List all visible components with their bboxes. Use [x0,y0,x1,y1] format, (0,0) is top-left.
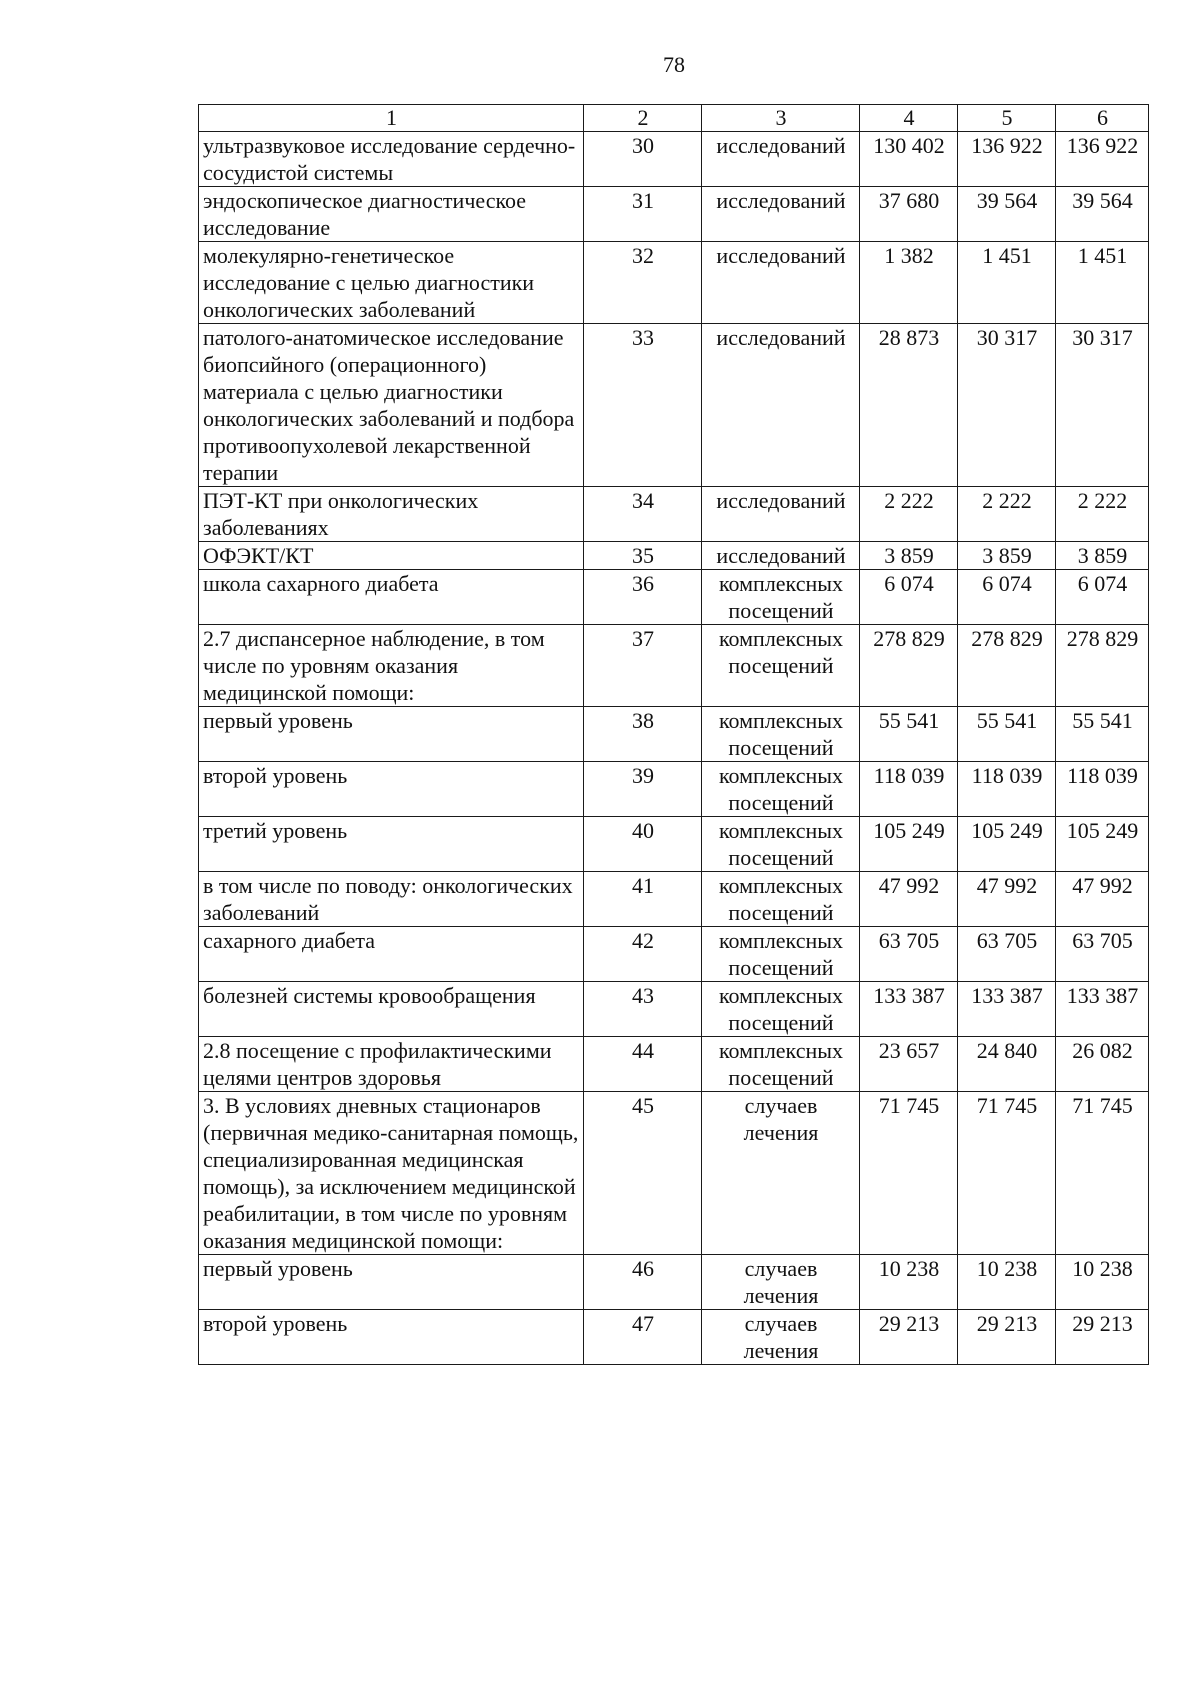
row-value-6: 6 074 [1056,570,1149,625]
row-code: 35 [584,542,702,570]
table-row [199,487,1149,542]
row-code: 46 [584,1255,702,1310]
column-header: 1 [199,105,584,132]
row-code: 47 [584,1310,702,1365]
row-code: 32 [584,242,702,324]
row-value-5: 47 992 [958,872,1056,927]
row-code: 36 [584,570,702,625]
row-value-4: 278 829 [860,625,958,707]
table-row [199,187,1149,242]
row-name: эндоскопическое диагностическое исследование [199,187,584,242]
table-row [199,1310,1149,1365]
row-value-4: 63 705 [860,927,958,982]
table-row [199,542,1149,570]
row-value-6: 136 922 [1056,132,1149,187]
row-unit: исследований [702,132,860,187]
row-unit: исследований [702,242,860,324]
row-code: 43 [584,982,702,1037]
row-unit: комплексных посещений [702,927,860,982]
row-value-4: 10 238 [860,1255,958,1310]
row-value-5: 63 705 [958,927,1056,982]
row-value-4: 105 249 [860,817,958,872]
row-value-5: 278 829 [958,625,1056,707]
row-value-5: 10 238 [958,1255,1056,1310]
data-table [198,104,1149,1365]
row-code: 31 [584,187,702,242]
row-unit: исследований [702,542,860,570]
row-value-4: 37 680 [860,187,958,242]
row-name: 2.8 посещение с профилактическими целями центров здоровья [199,1037,584,1092]
row-code: 30 [584,132,702,187]
row-unit: комплексных посещений [702,817,860,872]
table-row [199,762,1149,817]
row-value-6: 118 039 [1056,762,1149,817]
row-value-6: 39 564 [1056,187,1149,242]
row-unit: комплексных посещений [702,707,860,762]
row-unit: исследований [702,187,860,242]
row-code: 42 [584,927,702,982]
row-value-4: 23 657 [860,1037,958,1092]
row-value-5: 55 541 [958,707,1056,762]
row-value-5: 29 213 [958,1310,1056,1365]
row-unit: комплексных посещений [702,982,860,1037]
row-name: второй уровень [199,1310,584,1365]
row-value-5: 3 859 [958,542,1056,570]
row-value-4: 47 992 [860,872,958,927]
row-value-6: 47 992 [1056,872,1149,927]
row-value-4: 28 873 [860,324,958,487]
row-name: школа сахарного диабета [199,570,584,625]
table-row [199,927,1149,982]
column-header: 3 [702,105,860,132]
row-value-6: 2 222 [1056,487,1149,542]
row-value-4: 2 222 [860,487,958,542]
column-header: 6 [1056,105,1149,132]
row-value-5: 133 387 [958,982,1056,1037]
table-row [199,817,1149,872]
row-code: 33 [584,324,702,487]
row-value-5: 71 745 [958,1092,1056,1255]
row-value-6: 30 317 [1056,324,1149,487]
row-value-6: 10 238 [1056,1255,1149,1310]
table-row [199,132,1149,187]
row-value-4: 71 745 [860,1092,958,1255]
row-value-6: 133 387 [1056,982,1149,1037]
row-code: 38 [584,707,702,762]
row-name: в том числе по поводу: онкологических заболеваний [199,872,584,927]
row-name: болезней системы кровообращения [199,982,584,1037]
row-code: 37 [584,625,702,707]
row-value-5: 1 451 [958,242,1056,324]
table-row [199,570,1149,625]
row-value-5: 30 317 [958,324,1056,487]
row-unit: исследований [702,324,860,487]
row-value-6: 29 213 [1056,1310,1149,1365]
table-row [199,625,1149,707]
table-row [199,1092,1149,1255]
row-value-6: 3 859 [1056,542,1149,570]
row-code: 41 [584,872,702,927]
row-value-6: 71 745 [1056,1092,1149,1255]
row-name: третий уровень [199,817,584,872]
row-code: 40 [584,817,702,872]
row-value-6: 105 249 [1056,817,1149,872]
row-name: патолого-анатомическое исследование биопсийного (операционного) материала с целью диагностики онкологических заболеваний и подбора противоопухолевой лекарственной терапии [199,324,584,487]
row-unit: случаев лечения [702,1092,860,1255]
row-value-4: 3 859 [860,542,958,570]
row-code: 45 [584,1092,702,1255]
row-value-6: 63 705 [1056,927,1149,982]
table-row [199,242,1149,324]
row-value-4: 6 074 [860,570,958,625]
row-name: второй уровень [199,762,584,817]
table-row [199,1255,1149,1310]
row-code: 44 [584,1037,702,1092]
column-header: 4 [860,105,958,132]
row-value-4: 29 213 [860,1310,958,1365]
row-value-5: 118 039 [958,762,1056,817]
row-name: 2.7 диспансерное наблюдение, в том числе по уровням оказания медицинской помощи: [199,625,584,707]
row-value-4: 118 039 [860,762,958,817]
row-value-5: 24 840 [958,1037,1056,1092]
row-value-4: 130 402 [860,132,958,187]
row-value-6: 55 541 [1056,707,1149,762]
column-header: 2 [584,105,702,132]
row-value-5: 136 922 [958,132,1056,187]
row-unit: комплексных посещений [702,570,860,625]
row-value-5: 105 249 [958,817,1056,872]
row-name: первый уровень [199,1255,584,1310]
row-name: первый уровень [199,707,584,762]
row-value-6: 278 829 [1056,625,1149,707]
row-code: 34 [584,487,702,542]
table-row [199,1037,1149,1092]
row-unit: исследований [702,487,860,542]
row-name: ПЭТ-КТ при онкологических заболеваниях [199,487,584,542]
row-value-5: 2 222 [958,487,1056,542]
row-unit: комплексных посещений [702,1037,860,1092]
header-row [199,105,1149,132]
row-value-6: 1 451 [1056,242,1149,324]
row-name: молекулярно-генетическое исследование с целью диагностики онкологических заболеваний [199,242,584,324]
row-unit: комплексных посещений [702,762,860,817]
row-name: ОФЭКТ/КТ [199,542,584,570]
row-unit: комплексных посещений [702,625,860,707]
row-value-5: 6 074 [958,570,1056,625]
column-header: 5 [958,105,1056,132]
row-unit: комплексных посещений [702,872,860,927]
row-value-5: 39 564 [958,187,1056,242]
row-unit: случаев лечения [702,1310,860,1365]
page-number: 78 [663,52,685,77]
table-row [199,707,1149,762]
row-name: сахарного диабета [199,927,584,982]
row-unit: случаев лечения [702,1255,860,1310]
row-value-4: 1 382 [860,242,958,324]
table-row [199,872,1149,927]
row-code: 39 [584,762,702,817]
row-name: ультразвуковое исследование сердечно-сосудистой системы [199,132,584,187]
row-name: 3. В условиях дневных стационаров (первичная медико-санитарная помощь, специализированная медицинская помощь), за исключением медицинской реабилитации, в том числе по уровням оказания медицинской помощи: [199,1092,584,1255]
table-row [199,982,1149,1037]
table-row [199,324,1149,487]
row-value-4: 133 387 [860,982,958,1037]
row-value-6: 26 082 [1056,1037,1149,1092]
row-value-4: 55 541 [860,707,958,762]
